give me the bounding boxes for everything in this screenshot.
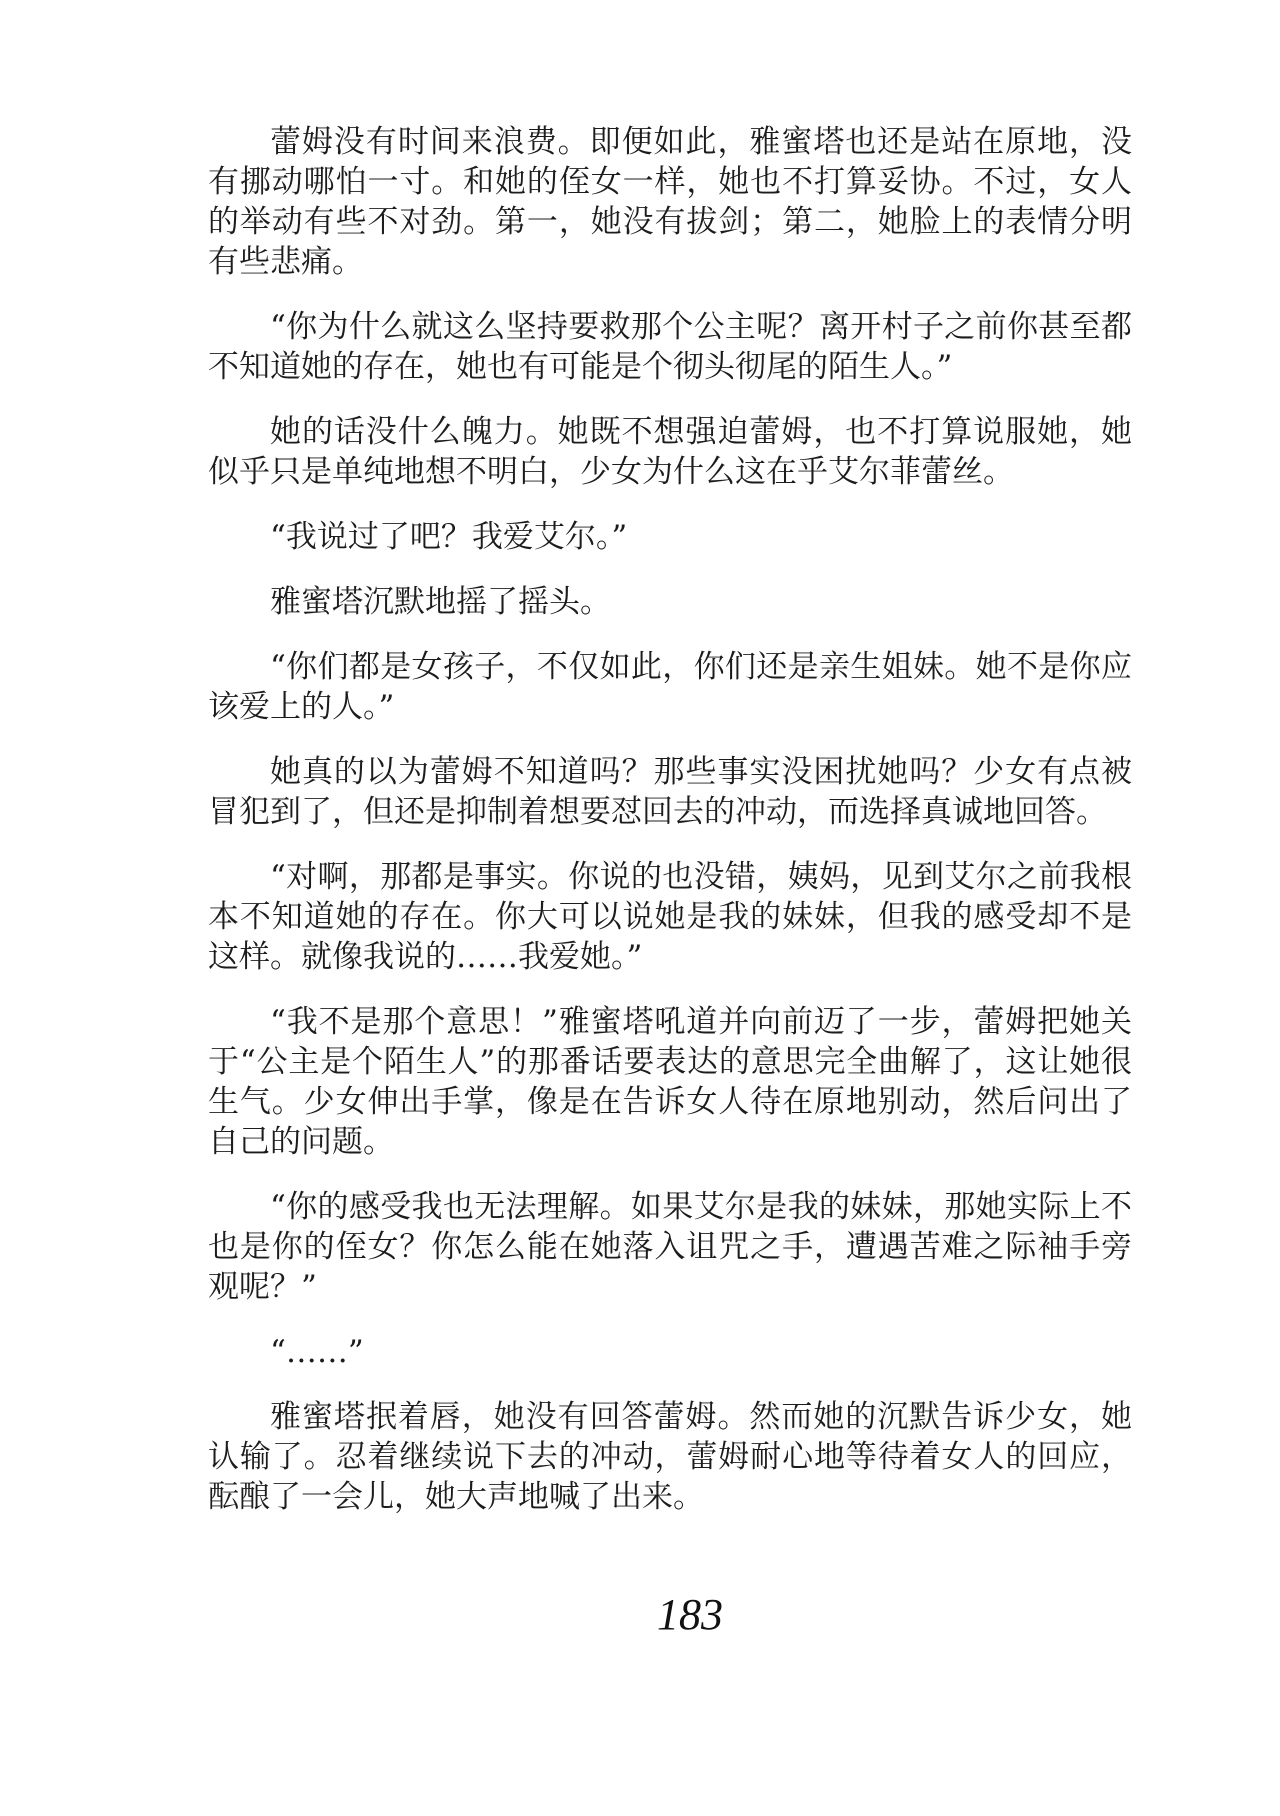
paragraph: 雅蜜塔沉默地摇了摇头。: [270, 584, 611, 620]
paragraph: 她的话没什么魄力。她既不想强迫蕾姆，也不打算说服她，她似乎只是单纯地想不明白，少女为什么这在乎艾尔菲蕾丝。: [208, 414, 1132, 490]
paragraph: “我说过了吧？我爱艾尔。”: [270, 519, 628, 555]
body-text: [208, 122, 1132, 1517]
paragraph: 蕾姆没有时间来浪费。即便如此，雅蜜塔也还是站在原地，没有挪动哪怕一寸。和她的侄女一样，她也不打算妥协。不过，女人的举动有些不对劲。第一，她没有拔剑；第二，她脸上的表情分明有些悲痛。: [208, 124, 1132, 280]
page-number: 183: [657, 1590, 723, 1639]
paragraph: “你们都是女孩子，不仅如此，你们还是亲生姐妹。她不是你应该爱上的人。”: [208, 649, 1132, 725]
paragraph: 雅蜜塔抿着唇，她没有回答蕾姆。然而她的沉默告诉少女，她认输了。忍着继续说下去的冲动，蕾姆耐心地等待着女人的回应，酝酿了一会儿，她大声地喊了出来。: [208, 1399, 1132, 1515]
paragraph: “对啊，那都是事实。你说的也没错，姨妈，见到艾尔之前我根本不知道她的存在。你大可以说她是我的妹妹，但我的感受却不是这样。就像我说的……我爱她。”: [208, 859, 1132, 975]
paragraph: “……”: [270, 1334, 364, 1370]
paragraph: 她真的以为蕾姆不知道吗？那些事实没困扰她吗？少女有点被冒犯到了，但还是抑制着想要怼回去的冲动，而选择真诚地回答。: [208, 754, 1132, 830]
paragraph: “你为什么就这么坚持要救那个公主呢？离开村子之前你甚至都不知道她的存在，她也有可能是个彻头彻尾的陌生人。”: [208, 309, 1132, 385]
paragraph: “我不是那个意思！”雅蜜塔吼道并向前迈了一步，蕾姆把她关于“公主是个陌生人”的那番话要表达的意思完全曲解了，这让她很生气。少女伸出手掌，像是在告诉女人待在原地别动，然后问出了自己的问题。: [208, 1004, 1132, 1160]
paragraph: “你的感受我也无法理解。如果艾尔是我的妹妹，那她实际上不也是你的侄女？你怎么能在她落入诅咒之手，遭遇苦难之际袖手旁观呢？”: [208, 1189, 1132, 1305]
